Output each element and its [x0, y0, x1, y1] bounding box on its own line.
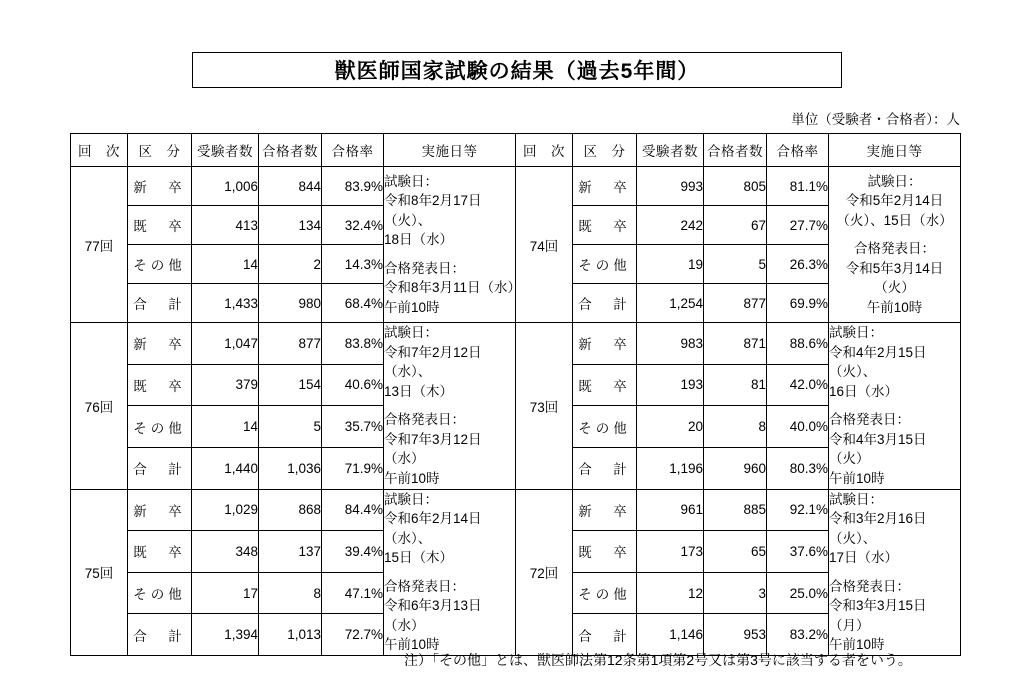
cell-kubun: 合 計 [573, 447, 637, 489]
cell-kai: 73回 [516, 323, 573, 490]
cell-passers: 81 [704, 364, 767, 406]
cell-examinees: 193 [637, 364, 704, 406]
cell-kubun: その他 [573, 245, 637, 284]
schedule-line: 午前10時 [384, 470, 440, 486]
schedule-line: 午前10時 [829, 637, 885, 653]
cell-rate: 84.4% [322, 489, 384, 531]
cell-examinees: 17 [192, 572, 259, 614]
cell-examinees: 983 [637, 323, 704, 365]
schedule-line: 18日（水） [384, 232, 454, 248]
cell-examinees: 14 [192, 406, 259, 448]
cell-rate: 14.3% [322, 245, 384, 284]
table-row [71, 489, 961, 531]
cell-kubun: その他 [573, 406, 637, 448]
cell-schedule [384, 167, 522, 323]
cell-passers: 134 [259, 206, 322, 245]
cell-kubun: 新 卒 [128, 489, 192, 531]
cell-examinees: 1,047 [192, 323, 259, 365]
schedule-line: 試験日： [384, 325, 438, 340]
cell-passers: 67 [704, 206, 767, 245]
cell-passers: 844 [259, 167, 322, 206]
header-passers-right: 合格者数 [704, 134, 767, 167]
cell-rate: 92.1% [767, 489, 829, 531]
cell-kubun: 合 計 [128, 614, 192, 656]
cell-rate: 71.9% [322, 447, 384, 489]
cell-kubun: その他 [128, 406, 192, 448]
cell-examinees: 961 [637, 489, 704, 531]
schedule-line: 合格発表日： [854, 241, 935, 257]
header-rate-left: 合格率 [322, 134, 384, 167]
cell-kubun: 合 計 [573, 614, 637, 656]
cell-examinees: 1,254 [637, 284, 704, 323]
schedule-line: 令和6年2月14日（水）、 [384, 511, 482, 546]
header-kai-right: 回 次 [516, 134, 573, 167]
schedule-line: 令和5年2月14日 [845, 193, 944, 209]
schedule-line: 17日（水） [829, 550, 899, 566]
schedule-line: 合格発表日： [384, 578, 465, 594]
cell-examinees: 242 [637, 206, 704, 245]
schedule-line: 午前10時 [829, 470, 885, 486]
schedule-line: （火）、15日（水） [836, 212, 953, 228]
cell-kubun: 既 卒 [573, 531, 637, 573]
header-kai-left: 回 次 [71, 134, 128, 167]
schedule-line: 試験日： [867, 173, 922, 189]
cell-kai: 72回 [516, 489, 573, 656]
header-schedule-right: 実施日等 [829, 134, 961, 167]
cell-passers: 5 [259, 406, 322, 448]
cell-examinees: 1,029 [192, 489, 259, 531]
cell-rate: 83.2% [767, 614, 829, 656]
cell-kubun: 合 計 [573, 284, 637, 323]
schedule-line: 試験日： [829, 491, 883, 507]
cell-kai: 75回 [71, 489, 128, 656]
schedule-line: 令和7年2月12日（水）、 [384, 344, 482, 380]
cell-examinees: 14 [192, 245, 259, 284]
cell-schedule [829, 323, 961, 490]
table-row [71, 167, 961, 206]
page-title-box [192, 52, 842, 88]
cell-rate: 68.4% [322, 284, 384, 323]
schedule-line: 令和8年3月11日（水） [384, 280, 522, 296]
schedule-line: 合格発表日： [829, 412, 910, 428]
cell-kubun: その他 [128, 572, 192, 614]
cell-examinees: 19 [637, 245, 704, 284]
cell-passers: 8 [259, 572, 322, 614]
schedule-line: 午前10時 [384, 299, 440, 315]
page-title: 獣医師国家試験の結果（過去5年間） [334, 60, 700, 83]
cell-kai: 77回 [71, 167, 128, 323]
schedule-line: 令和6年3月13日（水） [384, 598, 482, 633]
cell-rate: 88.6% [767, 323, 829, 365]
cell-examinees: 1,006 [192, 167, 259, 206]
cell-examinees: 20 [637, 406, 704, 448]
cell-rate: 35.7% [322, 406, 384, 448]
header-kubun-left: 区 分 [128, 134, 192, 167]
cell-kubun: 新 卒 [573, 489, 637, 531]
cell-rate: 39.4% [322, 531, 384, 573]
cell-kubun: 既 卒 [573, 364, 637, 406]
cell-rate: 25.0% [767, 572, 829, 614]
cell-examinees: 348 [192, 531, 259, 573]
cell-kubun: 既 卒 [128, 206, 192, 245]
unit-note: 単位（受験者・合格者）：人 [791, 112, 960, 127]
cell-passers: 65 [704, 531, 767, 573]
cell-passers: 953 [704, 614, 767, 656]
cell-kubun: 合 計 [128, 447, 192, 489]
cell-schedule [384, 323, 516, 490]
cell-passers: 877 [704, 284, 767, 323]
schedule-line: 13日（木） [384, 383, 454, 399]
schedule-line: 令和3年2月16日（火）、 [829, 511, 927, 546]
header-passers-left: 合格者数 [259, 134, 322, 167]
cell-examinees: 413 [192, 206, 259, 245]
cell-examinees: 1,440 [192, 447, 259, 489]
schedule-line: 16日（水） [829, 383, 899, 399]
cell-rate: 27.7% [767, 206, 829, 245]
header-examinees-left: 受験者数 [192, 134, 259, 167]
cell-schedule [829, 167, 961, 323]
cell-rate: 26.3% [767, 245, 829, 284]
cell-rate: 42.0% [767, 364, 829, 406]
cell-rate: 83.8% [322, 323, 384, 365]
header-rate-right: 合格率 [767, 134, 829, 167]
schedule-line: 試験日： [384, 173, 438, 189]
cell-rate: 72.7% [322, 614, 384, 656]
cell-rate: 32.4% [322, 206, 384, 245]
schedule-line: 午前10時 [866, 299, 923, 315]
cell-passers: 871 [704, 323, 767, 365]
schedule-line: 午前10時 [384, 637, 440, 653]
cell-rate: 83.9% [322, 167, 384, 206]
footnote: 注）「その他」とは、獣医師法第12条第1項第2号又は第3号に該当する者をいう。 [404, 652, 912, 668]
cell-kubun: 既 卒 [128, 364, 192, 406]
schedule-line: 令和8年2月17日（火）、 [384, 193, 482, 228]
cell-passers: 885 [704, 489, 767, 531]
cell-passers: 805 [704, 167, 767, 206]
cell-passers: 3 [704, 572, 767, 614]
schedule-line: 合格発表日： [384, 260, 465, 276]
cell-kubun: 新 卒 [128, 323, 192, 365]
cell-kubun: 新 卒 [128, 167, 192, 206]
cell-kubun: その他 [573, 572, 637, 614]
table-row [71, 323, 961, 365]
cell-examinees: 1,394 [192, 614, 259, 656]
cell-rate: 37.6% [767, 531, 829, 573]
schedule-line: 令和7年3月12日（水） [384, 431, 482, 467]
schedule-line: 15日（木） [384, 550, 454, 566]
table-body [71, 167, 961, 656]
cell-kubun: 新 卒 [573, 167, 637, 206]
cell-kai: 74回 [516, 167, 573, 323]
cell-rate: 81.1% [767, 167, 829, 206]
cell-passers: 137 [259, 531, 322, 573]
cell-kubun: 新 卒 [573, 323, 637, 365]
cell-passers: 1,036 [259, 447, 322, 489]
schedule-line: 令和5年3月14日（火） [845, 260, 944, 296]
cell-passers: 154 [259, 364, 322, 406]
cell-schedule [384, 489, 516, 656]
schedule-line: 合格発表日： [384, 412, 465, 428]
schedule-line: 試験日： [384, 491, 438, 507]
results-table [70, 133, 961, 656]
table-header [71, 134, 961, 167]
cell-passers: 2 [259, 245, 322, 284]
schedule-line: 合格発表日： [829, 578, 910, 594]
cell-examinees: 173 [637, 531, 704, 573]
schedule-line: 令和4年2月15日（火）、 [829, 344, 927, 380]
cell-examinees: 379 [192, 364, 259, 406]
cell-examinees: 993 [637, 167, 704, 206]
results-table-wrapper [70, 133, 960, 656]
cell-rate: 80.3% [767, 447, 829, 489]
cell-kubun: 既 卒 [128, 531, 192, 573]
cell-passers: 8 [704, 406, 767, 448]
cell-passers: 980 [259, 284, 322, 323]
header-examinees-right: 受験者数 [637, 134, 704, 167]
cell-kubun: その他 [128, 245, 192, 284]
header-schedule-left: 実施日等 [384, 134, 516, 167]
cell-kubun: 合 計 [128, 284, 192, 323]
cell-examinees: 1,146 [637, 614, 704, 656]
cell-passers: 960 [704, 447, 767, 489]
schedule-line: 令和3年3月15日（月） [829, 598, 927, 633]
header-kubun-right: 区 分 [573, 134, 637, 167]
cell-rate: 40.6% [322, 364, 384, 406]
cell-kubun: 既 卒 [573, 206, 637, 245]
header-row [71, 134, 961, 167]
cell-passers: 868 [259, 489, 322, 531]
cell-rate: 69.9% [767, 284, 829, 323]
cell-rate: 47.1% [322, 572, 384, 614]
cell-examinees: 1,433 [192, 284, 259, 323]
cell-passers: 5 [704, 245, 767, 284]
cell-rate: 40.0% [767, 406, 829, 448]
schedule-line: 試験日： [829, 325, 883, 340]
cell-passers: 877 [259, 323, 322, 365]
cell-examinees: 12 [637, 572, 704, 614]
cell-kai: 76回 [71, 323, 128, 490]
cell-passers: 1,013 [259, 614, 322, 656]
cell-examinees: 1,196 [637, 447, 704, 489]
schedule-line: 令和4年3月15日（火） [829, 431, 927, 467]
cell-schedule [829, 489, 961, 656]
